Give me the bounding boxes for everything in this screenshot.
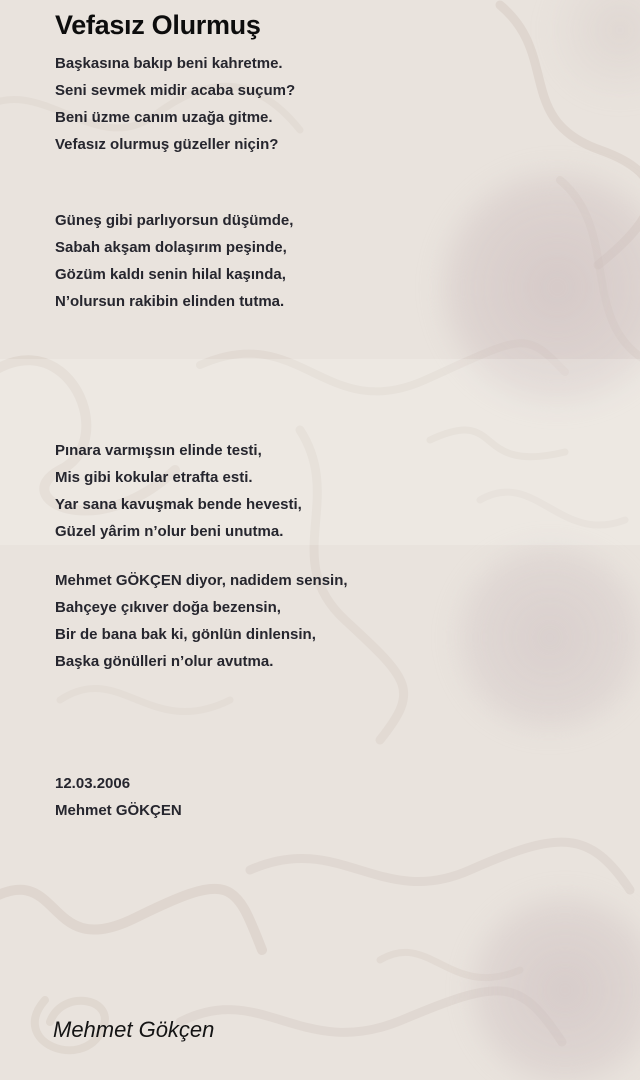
poem-line: Gözüm kaldı senin hilal kaşında, — [55, 266, 286, 283]
poem-stanza — [55, 207, 293, 315]
paper-stain — [450, 540, 640, 735]
poem-stanza — [55, 567, 348, 675]
poem-line: Güzel yârim n’olur beni unutma. — [55, 523, 284, 540]
poem-meta — [55, 770, 182, 824]
poem-line: N’olursun rakibin elinden tutma. — [55, 293, 285, 310]
footer-author-name: Mehmet Gökçen — [53, 1017, 215, 1042]
poem-stanza — [55, 437, 302, 545]
poem-line: Seni sevmek midir acaba suçum? — [55, 82, 296, 99]
poem-line: Güneş gibi parlıyorsun düşümde, — [55, 212, 294, 229]
poem-line: Pınara varmışsın elinde testi, — [55, 442, 262, 459]
poem-date: 12.03.2006 — [55, 775, 131, 792]
poem-line: Bahçeye çıkıver doğa bezensin, — [55, 599, 281, 616]
poem-line: Sabah akşam dolaşırım peşinde, — [55, 239, 287, 256]
poem-title: Vefasız Olurmuş — [55, 10, 261, 40]
poem-line: Başkasına bakıp beni kahretme. — [55, 55, 283, 72]
paper-stain — [540, 0, 640, 100]
poem-stanza — [55, 50, 295, 158]
poem-line: Bir de bana bak ki, gönlün dinlensin, — [55, 626, 316, 643]
paper-stain — [465, 890, 640, 1080]
poem-author-signature: Mehmet GÖKÇEN — [55, 802, 182, 819]
poem-line: Beni üzme canım uzağa gitme. — [55, 109, 273, 126]
poem-line: Mehmet GÖKÇEN diyor, nadidem sensin, — [55, 572, 348, 589]
poem-line: Başka gönülleri n’olur avutma. — [55, 653, 274, 670]
paper-stain — [435, 165, 640, 410]
poem-line: Vefasız olurmuş güzeller niçin? — [55, 136, 279, 153]
poem-line: Mis gibi kokular etrafta esti. — [55, 469, 253, 486]
poem-line: Yar sana kavuşmak bende hevesti, — [55, 496, 302, 513]
